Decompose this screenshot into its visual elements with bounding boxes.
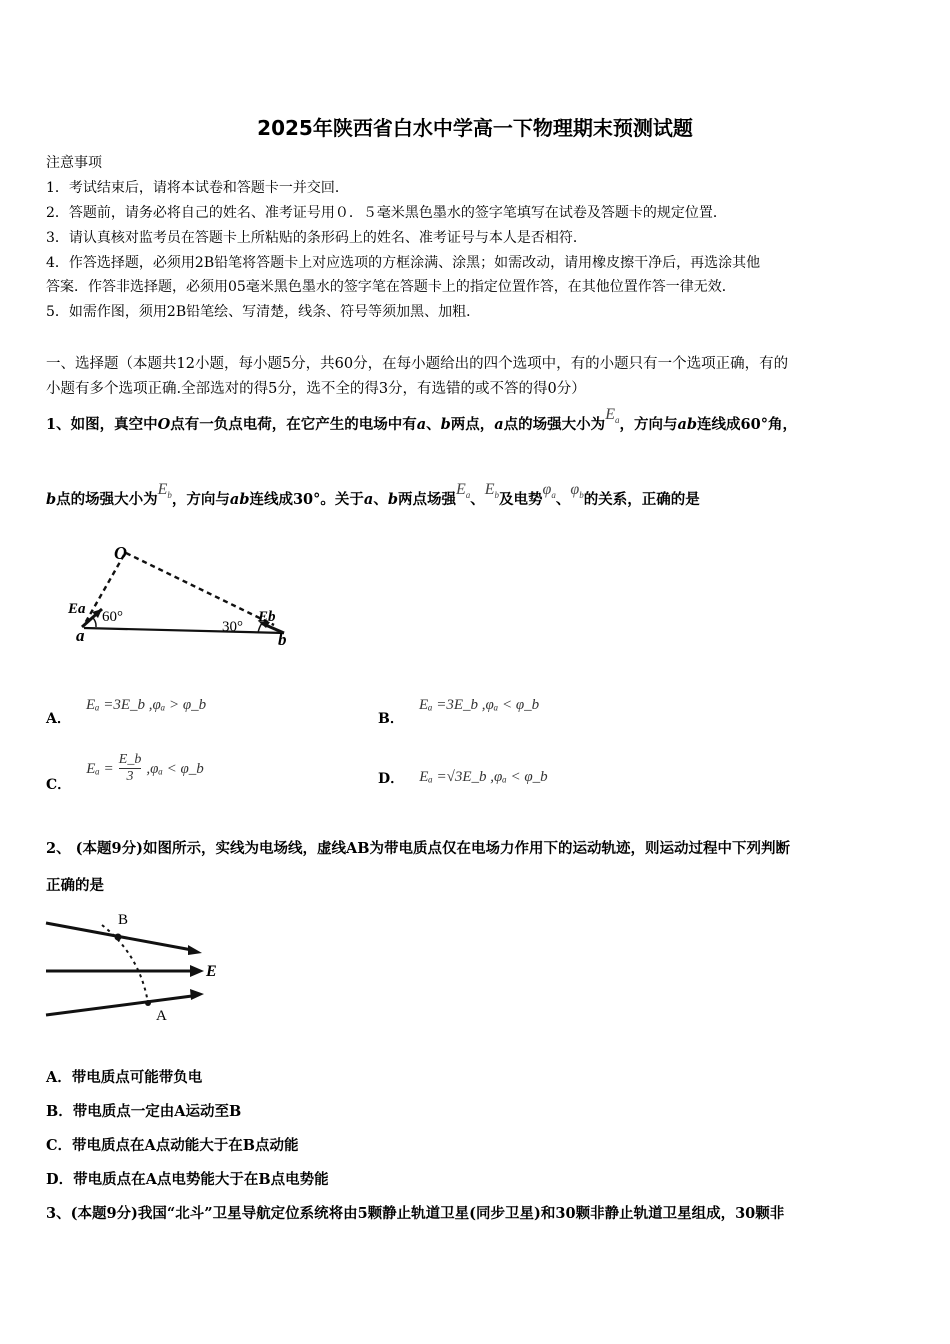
page-title: 2025年陕西省白水中学高一下物理期末预测试题 [257, 116, 693, 140]
label-e: E [206, 963, 217, 980]
field-line-bottom [46, 996, 192, 1015]
q2-option-b[interactable]: B．带电质点一定由A运动至B [46, 1103, 242, 1120]
q2-field-figure [44, 905, 234, 1030]
q2-stem-line2: 正确的是 [46, 877, 104, 894]
angle-arc-60 [92, 617, 96, 627]
q1-option-d[interactable]: D． Eₐ =√3E_b ,φₐ < φ_b [378, 769, 548, 787]
q2-option-d[interactable]: D．带电质点在A点电势能大于在B点电势能 [46, 1171, 329, 1188]
q2-option-c[interactable]: C．带电质点在A点动能大于在B点动能 [46, 1137, 299, 1154]
label-a: a [76, 626, 85, 645]
q1-option-c[interactable]: C． Eₐ = $\frac{E\_b}{3}$ ,φₐ < φ_b [46, 752, 204, 793]
notice-heading: 注意事项 [46, 155, 102, 171]
q1-stem-line1: 1、如图，真空中O点有一负点电荷，在它产生的电场中有a、b两点，a点的场强大小为$E_a$，方向与ab连线成60°角， [46, 406, 797, 433]
q1-option-b[interactable]: B． Eₐ =3E_b ,φₐ < φ_b [378, 697, 540, 727]
label-o: O [114, 543, 127, 563]
notice-line: 答案．作答非选择题，必须用05毫米黑色墨水的签字笔在答题卡上的指定位置作答，在其他位置作答一律无效． [46, 279, 736, 295]
q1-option-a[interactable]: A． Eₐ =3E_b ,φₐ > φ_b [46, 697, 207, 727]
label-b: b [278, 630, 287, 649]
label-30: 30° [222, 619, 243, 635]
notice-line: 4．作答选择题，必须用2B铅笔将答题卡上对应选项的方框涂满、涂黑；如需改动，请用橡皮擦干净后，再选涂其他 [46, 255, 761, 271]
label-eb: Eb [258, 609, 276, 625]
field-line-mid-arrow [190, 965, 204, 977]
section-heading-line2: 小题有多个选项正确.全部选对的得5分，选不全的得3分，有选错的或不答的得0分） [46, 381, 586, 397]
notice-line: 3．请认真核对监考员在答题卡上所粘贴的条形码上的姓名、准考证号与本人是否相符． [46, 230, 587, 246]
q1-stem-line2: b点的场强大小为$E_b$，方向与ab连线成30°。关于a、b两点场强$E_a$、$E_b$及电势$\varphi_a$、$\varphi_b$的关系，正确的是 [46, 481, 700, 508]
field-line-bottom-arrow [190, 989, 204, 1000]
q3-stem-line1: 3、(本题9分)我国“北斗”卫星导航定位系统将由5颗静止轨道卫星(同步卫星)和30颗非静止轨道卫星组成，30颗非 [46, 1205, 785, 1222]
notice-line: 2．答题前，请务必将自己的姓名、准考证号用０．５毫米黑色墨水的签字笔填写在试卷及答题卡的规定位置． [46, 205, 727, 221]
notice-line: 1．考试结束后，请将本试卷和答题卡一并交回． [46, 180, 349, 196]
label-b: B [118, 912, 129, 928]
label-ea: Ea [68, 601, 86, 617]
label-60: 60° [102, 609, 123, 625]
label-a: A [156, 1008, 167, 1024]
field-line-top-arrow [188, 945, 202, 955]
point-b [115, 934, 122, 941]
dashed-line-o-b [126, 553, 274, 625]
line-a-b [84, 628, 284, 633]
q2-stem-line1: 2、 (本题9分)如图所示，实线为电场线，虚线AB为带电质点仅在电场力作用下的运动轨迹，则运动过程中下列判断 [46, 840, 790, 857]
q1-triangle-figure [46, 535, 316, 660]
point-a [145, 1000, 151, 1006]
notice-line: 5．如需作图，须用2B铅笔绘、写清楚，线条、符号等须加黑、加粗． [46, 304, 481, 320]
q2-option-a[interactable]: A．带电质点可能带负电 [46, 1069, 203, 1086]
section-heading-line1: 一、选择题（本题共12小题，每小题5分，共60分，在每小题给出的四个选项中，有的小题只有一个选项正确，有的 [46, 356, 789, 372]
